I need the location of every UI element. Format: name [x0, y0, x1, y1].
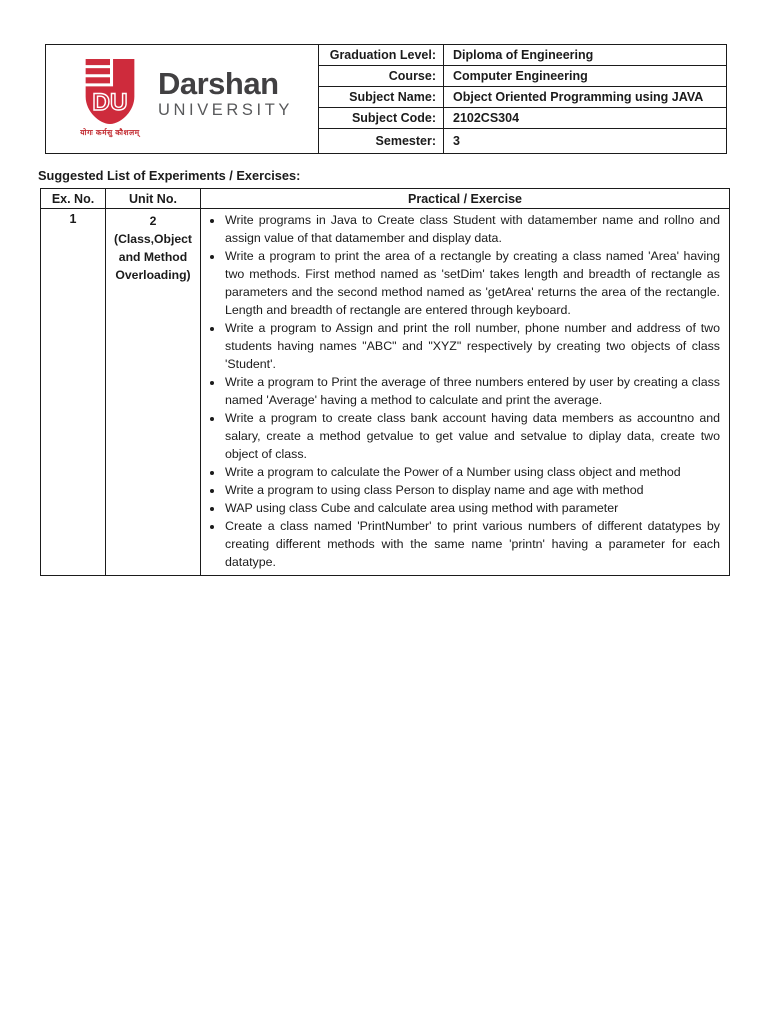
list-item: • Write programs in Java to Create class Student with datamember name and rollno and assign value of that datamember and display data.: [224, 211, 720, 247]
list-item: • Write a program to calculate the Power of a Number using class object and method: [224, 463, 720, 481]
unit-number: 2: [149, 214, 157, 228]
logo-stripe: [86, 77, 110, 83]
field-value-graduation-level: Diploma of Engineering: [444, 45, 727, 66]
university-logo-cell: [46, 45, 319, 154]
university-logo: [46, 45, 318, 138]
field-value-semester: 3: [444, 129, 727, 154]
field-label-semester: Semester:: [319, 129, 444, 154]
ex-no-cell: 1: [41, 209, 106, 576]
column-header-practical: Practical / Exercise: [201, 189, 730, 209]
experiments-table-header-row: [41, 189, 730, 209]
list-item: • Write a program to create class bank account having data members as accountno and salary, create a method getvalue to get value and setvalue to diplay data, create two object of class.: [224, 409, 720, 463]
list-item: • Write a program to using class Person to display name and age with method: [224, 481, 720, 499]
field-label-subject-name: Subject Name:: [319, 87, 444, 108]
list-item: • Write a program to print the area of a rectangle by creating a class named 'Area' having two methods. First method named as 'setDim' takes length and breadth of rectangle as parameters and the second method named as 'getArea' returns the area of the rectangle. Length and breadth of rectangle are entered through keyboard.: [224, 247, 720, 319]
logo-stripe: [86, 59, 110, 65]
list-item: • Write a program to Print the average of three numbers entered by user by creating a class named 'Average' having a method to calculate and print the average.: [224, 373, 720, 409]
field-value-subject-code: 2102CS304: [444, 108, 727, 129]
section-title: Suggested List of Experiments / Exercises:: [38, 168, 301, 183]
list-item: • Write a program to Assign and print the roll number, phone number and address of two students having names "ABC" and "XYZ" respectively by creating two objects of class 'Student'.: [224, 319, 720, 373]
university-name: Darshan: [157, 66, 279, 101]
university-name-sub: UNIVERSITY: [157, 101, 294, 119]
logo-stripe: [86, 68, 110, 74]
list-item: • WAP using class Cube and calculate area using method with parameter: [224, 499, 720, 517]
list-item: • Create a class named 'PrintNumber' to print various numbers of different datatypes by creating different methods with the same name 'printn' having a parameter for each datatype.: [224, 517, 720, 571]
unit-no-cell: [106, 209, 201, 576]
unit-title: (Class,Object and Method Overloading): [114, 232, 192, 282]
column-header-unit-no: Unit No.: [106, 189, 201, 209]
field-value-course: Computer Engineering: [444, 66, 727, 87]
experiments-table: [40, 188, 730, 576]
field-label-subject-code: Subject Code:: [319, 108, 444, 129]
darshan-shield-icon: [81, 58, 139, 125]
practical-cell: [201, 209, 730, 576]
column-header-ex-no: Ex. No.: [41, 189, 106, 209]
table-row: [41, 209, 730, 576]
field-label-course: Course:: [319, 66, 444, 87]
field-value-subject-name: Object Oriented Programming using JAVA: [444, 87, 727, 108]
practical-list: [209, 211, 720, 571]
field-label-graduation-level: Graduation Level:: [319, 45, 444, 66]
logo-monogram: DU: [92, 88, 128, 116]
university-header-table: [45, 44, 727, 154]
university-motto: योगः कर्मसु कौशलम्: [80, 128, 140, 137]
